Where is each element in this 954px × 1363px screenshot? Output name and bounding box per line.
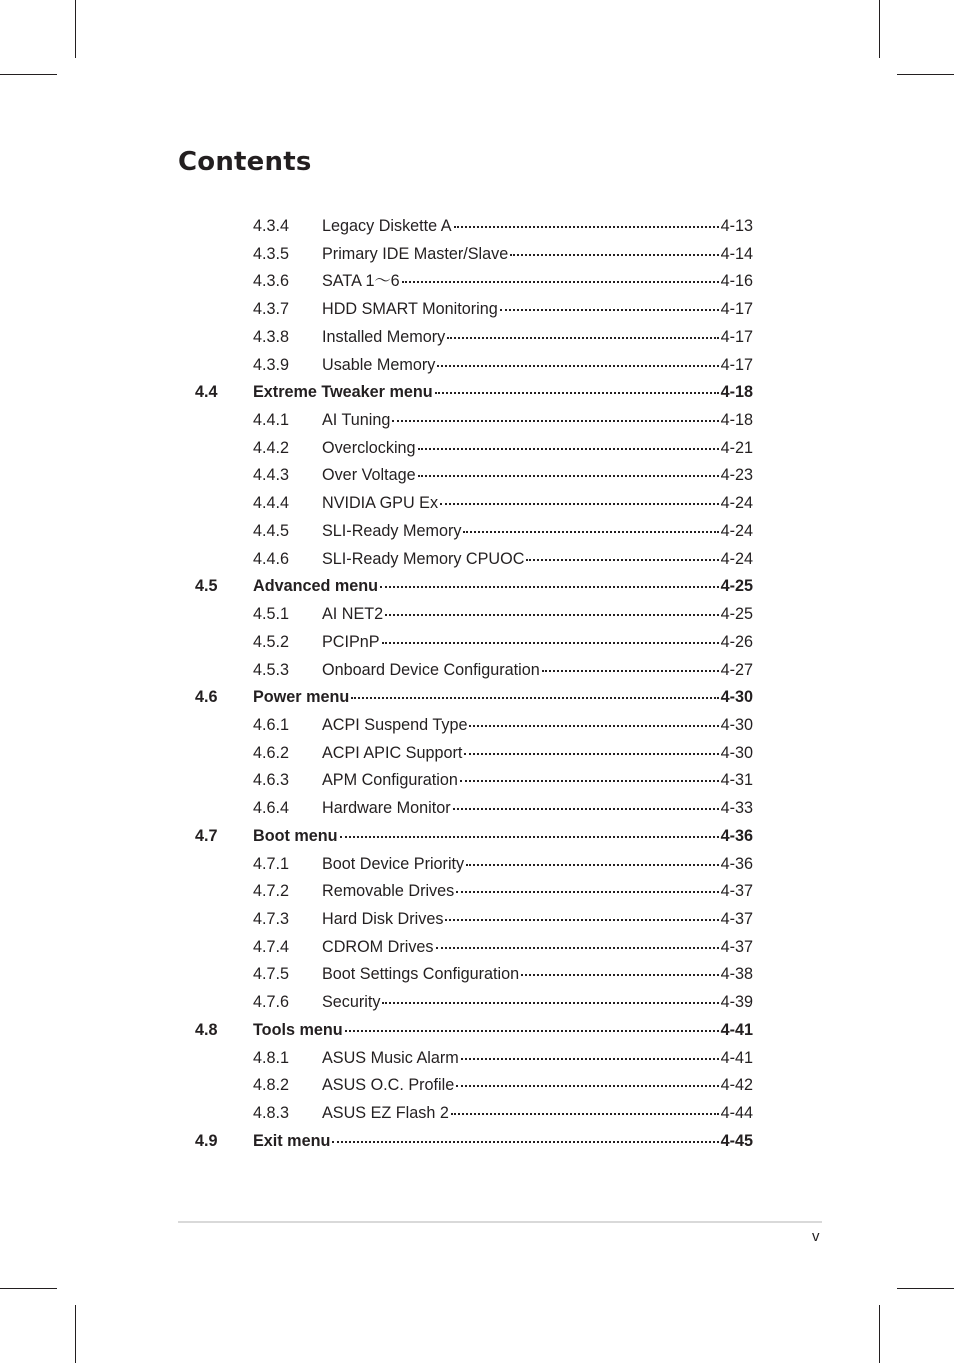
toc-entry-number: 4.6.1: [253, 715, 290, 734]
toc-entry-number: 4.8: [195, 1020, 218, 1039]
toc-entry-number: 4.3.6: [253, 272, 290, 291]
toc-entry-label: Hardware Monitor: [322, 799, 451, 818]
toc-entry-page: 4-38: [720, 965, 753, 984]
toc-entry-number: 4.4.2: [253, 438, 290, 457]
dot-leader: [435, 391, 719, 394]
toc-subsection-entry[interactable]: [0, 1072, 954, 1100]
toc-entry-number: 4.7.1: [253, 854, 290, 873]
toc-subsection-entry[interactable]: [0, 352, 954, 380]
toc-entry-page: 4-39: [720, 993, 753, 1012]
dot-leader: [332, 1140, 718, 1143]
toc-subsection-entry[interactable]: [0, 518, 954, 546]
toc-subsection-entry[interactable]: [0, 878, 954, 906]
toc-entry-number: 4.3.5: [253, 244, 290, 263]
toc-entry-line: [253, 379, 753, 407]
dot-leader: [469, 724, 718, 727]
toc-entry-page: 4-31: [720, 771, 753, 790]
toc-subsection-entry[interactable]: [0, 324, 954, 352]
toc-entry-page: 4-17: [720, 355, 753, 374]
toc-subsection-entry[interactable]: [0, 1045, 954, 1073]
dot-leader: [351, 696, 718, 699]
toc-entry-line: [322, 989, 753, 1017]
dot-leader: [385, 613, 718, 616]
dot-leader: [463, 530, 718, 533]
toc-entry-line: [322, 629, 753, 657]
dot-leader: [521, 973, 719, 976]
toc-entry-label: ACPI APIC Support: [322, 743, 463, 762]
toc-entry-label: Removable Drives: [322, 882, 455, 901]
toc-section-entry[interactable]: [0, 1017, 954, 1045]
table-of-contents: [0, 213, 954, 1155]
toc-entry-page: 4-37: [720, 882, 753, 901]
toc-entry-label: Boot menu: [253, 826, 338, 845]
toc-entry-page: 4-44: [720, 1104, 753, 1122]
toc-entry-page: 4-23: [720, 466, 753, 485]
toc-entry-number: 4.7: [195, 826, 218, 845]
toc-entry-label: ACPI Suspend Type: [322, 715, 468, 734]
toc-entry-number: 4.4.1: [253, 411, 290, 430]
toc-entry-line: [322, 1072, 753, 1100]
toc-entry-label: Onboard Device Configuration: [322, 660, 540, 679]
crop-mark: [897, 74, 954, 75]
toc-entry-label: Extreme Tweaker menu: [253, 383, 433, 402]
toc-entry-page: 4-45: [720, 1131, 753, 1150]
crop-mark: [897, 1288, 954, 1289]
dot-leader: [526, 558, 718, 561]
dot-leader: [382, 1001, 718, 1004]
dot-leader: [340, 835, 719, 838]
crop-mark: [75, 0, 76, 58]
toc-entry-number: 4.7.5: [253, 965, 290, 984]
dot-leader: [418, 447, 719, 450]
toc-entry-number: 4.3.7: [253, 300, 290, 319]
toc-entry-label: Boot Device Priority: [322, 854, 465, 873]
toc-entry-page: 4-16: [720, 272, 753, 291]
toc-entry-number: 4.4.4: [253, 494, 290, 513]
toc-entry-line: [253, 823, 753, 851]
toc-entry-number: 4.5: [195, 577, 218, 596]
toc-entry-label: Overclocking: [322, 438, 416, 457]
toc-section-entry[interactable]: [0, 684, 954, 712]
toc-entry-label: SLI-Ready Memory CPUOC: [322, 549, 525, 568]
toc-entry-label: Tools menu: [253, 1020, 343, 1039]
toc-entry-page: 4-37: [720, 909, 753, 928]
toc-entry-number: 4.5.3: [253, 660, 290, 679]
toc-entry-label: Usable Memory: [322, 355, 436, 374]
toc-entry-label: Advanced menu: [253, 577, 379, 596]
toc-entry-line: [322, 795, 753, 823]
dot-leader: [436, 946, 719, 949]
toc-entry-line: [322, 1100, 753, 1128]
toc-section-entry[interactable]: [0, 379, 954, 407]
toc-entry-page: 4-41: [720, 1020, 753, 1039]
toc-entry-line: [322, 657, 753, 685]
toc-section-entry[interactable]: [0, 823, 954, 851]
toc-entry-page: 4-14: [720, 244, 753, 263]
toc-subsection-entry[interactable]: [0, 961, 954, 989]
toc-subsection-entry[interactable]: [0, 906, 954, 934]
toc-entry-label: Hard Disk Drives: [322, 909, 444, 928]
crop-mark: [879, 0, 880, 58]
toc-entry-label: Installed Memory: [322, 327, 446, 346]
toc-entry-line: [322, 352, 753, 380]
dot-leader: [392, 419, 718, 422]
dot-leader: [460, 779, 719, 782]
toc-entry-number: 4.8.1: [253, 1048, 290, 1067]
toc-entry-line: [253, 1128, 753, 1156]
toc-entry-number: 4.3.4: [253, 217, 290, 235]
toc-subsection-entry[interactable]: [0, 989, 954, 1017]
toc-entry-page: 4-25: [720, 577, 753, 596]
toc-entry-label: ASUS EZ Flash 2: [322, 1104, 449, 1122]
toc-subsection-entry[interactable]: [0, 462, 954, 490]
toc-subsection-entry[interactable]: [0, 767, 954, 795]
toc-entry-page: 4-30: [720, 715, 753, 734]
toc-subsection-entry[interactable]: [0, 268, 954, 296]
toc-subsection-entry[interactable]: [0, 601, 954, 629]
toc-entry-line: [322, 740, 753, 768]
toc-entry-number: 4.6.4: [253, 799, 290, 818]
toc-entry-label: CDROM Drives: [322, 937, 434, 956]
toc-subsection-entry[interactable]: [0, 657, 954, 685]
toc-entry-line: [322, 878, 753, 906]
toc-entry-page: 4-17: [720, 327, 753, 346]
toc-subsection-entry[interactable]: [0, 934, 954, 962]
dot-leader: [345, 1029, 719, 1032]
toc-entry-line: [322, 934, 753, 962]
page-number: v: [812, 1228, 820, 1245]
page-title: Contents: [178, 147, 312, 177]
toc-subsection-entry[interactable]: [0, 241, 954, 269]
toc-entry-label: Boot Settings Configuration: [322, 965, 520, 984]
dot-leader: [500, 308, 719, 311]
toc-entry-label: Legacy Diskette A: [322, 217, 452, 235]
toc-entry-number: 4.4.5: [253, 521, 290, 540]
toc-subsection-entry[interactable]: [0, 213, 954, 241]
toc-entry-page: 4-42: [720, 1076, 753, 1095]
toc-entry-number: 4.4.6: [253, 549, 290, 568]
toc-entry-line: [322, 462, 753, 490]
toc-entry-page: 4-18: [720, 383, 753, 402]
toc-entry-page: 4-33: [720, 799, 753, 818]
dot-leader: [510, 253, 718, 256]
toc-entry-page: 4-37: [720, 937, 753, 956]
dot-leader: [440, 502, 719, 505]
toc-entry-line: [322, 518, 753, 546]
toc-entry-page: 4-24: [720, 494, 753, 513]
toc-entry-label: Power menu: [253, 688, 350, 707]
toc-entry-line: [322, 435, 753, 463]
toc-entry-line: [322, 296, 753, 324]
toc-entry-number: 4.4: [195, 383, 218, 402]
toc-subsection-entry[interactable]: [0, 795, 954, 823]
toc-entry-number: 4.4.3: [253, 466, 290, 485]
toc-entry-line: [322, 1045, 753, 1073]
dot-leader: [453, 807, 719, 810]
toc-entry-number: 4.7.6: [253, 993, 290, 1012]
toc-entry-label: Security: [322, 993, 381, 1012]
toc-entry-number: 4.6: [195, 688, 218, 707]
toc-entry-page: 4-30: [720, 688, 753, 707]
toc-subsection-entry[interactable]: [0, 712, 954, 740]
toc-entry-page: 4-18: [720, 411, 753, 430]
crop-mark: [75, 1305, 76, 1363]
toc-section-entry[interactable]: [0, 1128, 954, 1156]
toc-entry-number: 4.7.4: [253, 937, 290, 956]
toc-entry-line: [322, 851, 753, 879]
toc-entry-page: 4-24: [720, 521, 753, 540]
toc-entry-page: 4-26: [720, 632, 753, 651]
toc-entry-label: ASUS O.C. Profile: [322, 1076, 455, 1095]
dot-leader: [466, 863, 718, 866]
toc-entry-number: 4.3.8: [253, 327, 290, 346]
toc-entry-line: [253, 1017, 753, 1045]
toc-entry-label: SLI-Ready Memory: [322, 521, 462, 540]
toc-entry-page: 4-36: [720, 826, 753, 845]
dot-leader: [456, 890, 718, 893]
toc-entry-line: [322, 407, 753, 435]
toc-entry-label: ASUS Music Alarm: [322, 1048, 459, 1067]
toc-entry-label: AI Tuning: [322, 411, 391, 430]
dot-leader: [445, 918, 718, 921]
toc-entry-number: 4.7.2: [253, 882, 290, 901]
crop-mark: [0, 1288, 57, 1289]
toc-entry-line: [322, 546, 753, 574]
toc-entry-label: Exit menu: [253, 1131, 331, 1150]
toc-entry-line: [322, 324, 753, 352]
toc-entry-line: [322, 490, 753, 518]
toc-entry-label: Over Voltage: [322, 466, 416, 485]
dot-leader: [382, 641, 719, 644]
toc-entry-line: [322, 268, 753, 296]
toc-entry-label: APM Configuration: [322, 771, 458, 790]
dot-leader: [542, 669, 719, 672]
toc-entry-page: 4-13: [720, 217, 753, 235]
toc-entry-line: [322, 712, 753, 740]
toc-entry-label: Primary IDE Master/Slave: [322, 244, 509, 263]
toc-entry-page: 4-25: [720, 605, 753, 624]
toc-entry-page: 4-17: [720, 300, 753, 319]
toc-entry-number: 4.3.9: [253, 355, 290, 374]
dot-leader: [461, 1057, 719, 1060]
toc-entry-label: SATA 1～6: [322, 272, 400, 291]
toc-entry-line: [322, 241, 753, 269]
toc-entry-number: 4.6.2: [253, 743, 290, 762]
dot-leader: [454, 225, 719, 228]
toc-entry-page: 4-41: [720, 1048, 753, 1067]
toc-section-entry[interactable]: [0, 573, 954, 601]
dot-leader: [451, 1112, 719, 1115]
toc-entry-number: 4.5.2: [253, 632, 290, 651]
toc-subsection-entry[interactable]: [0, 546, 954, 574]
dot-leader: [380, 585, 719, 588]
toc-subsection-entry[interactable]: [0, 851, 954, 879]
toc-entry-page: 4-24: [720, 549, 753, 568]
toc-entry-line: [253, 573, 753, 601]
toc-entry-line: [322, 601, 753, 629]
toc-entry-number: 4.9: [195, 1131, 218, 1150]
toc-entry-page: 4-27: [720, 660, 753, 679]
footer-divider: [178, 1221, 822, 1223]
dot-leader: [456, 1084, 718, 1087]
toc-entry-label: NVIDIA GPU Ex: [322, 494, 439, 513]
dot-leader: [402, 280, 719, 283]
dot-leader: [437, 364, 718, 367]
toc-entry-number: 4.6.3: [253, 771, 290, 790]
crop-mark: [0, 74, 57, 75]
toc-subsection-entry[interactable]: [0, 407, 954, 435]
toc-entry-line: [322, 767, 753, 795]
dot-leader: [464, 752, 718, 755]
toc-entry-number: 4.8.3: [253, 1104, 290, 1122]
toc-subsection-entry[interactable]: [0, 629, 954, 657]
toc-entry-label: PCIPnP: [322, 632, 380, 651]
toc-subsection-entry[interactable]: [0, 296, 954, 324]
toc-entry-page: 4-21: [720, 438, 753, 457]
toc-entry-line: [253, 684, 753, 712]
toc-entry-number: 4.8.2: [253, 1076, 290, 1095]
toc-entry-line: [322, 213, 753, 241]
toc-entry-page: 4-36: [720, 854, 753, 873]
toc-subsection-entry[interactable]: [0, 740, 954, 768]
toc-entry-line: [322, 961, 753, 989]
toc-entry-line: [322, 906, 753, 934]
toc-entry-number: 4.5.1: [253, 605, 290, 624]
toc-entry-number: 4.7.3: [253, 909, 290, 928]
toc-subsection-entry[interactable]: [0, 1100, 954, 1128]
crop-mark: [879, 1305, 880, 1363]
toc-entry-label: AI NET2: [322, 605, 384, 624]
toc-subsection-entry[interactable]: [0, 490, 954, 518]
dot-leader: [447, 336, 718, 339]
toc-entry-page: 4-30: [720, 743, 753, 762]
dot-leader: [418, 474, 719, 477]
toc-entry-label: HDD SMART Monitoring: [322, 300, 498, 319]
toc-subsection-entry[interactable]: [0, 435, 954, 463]
